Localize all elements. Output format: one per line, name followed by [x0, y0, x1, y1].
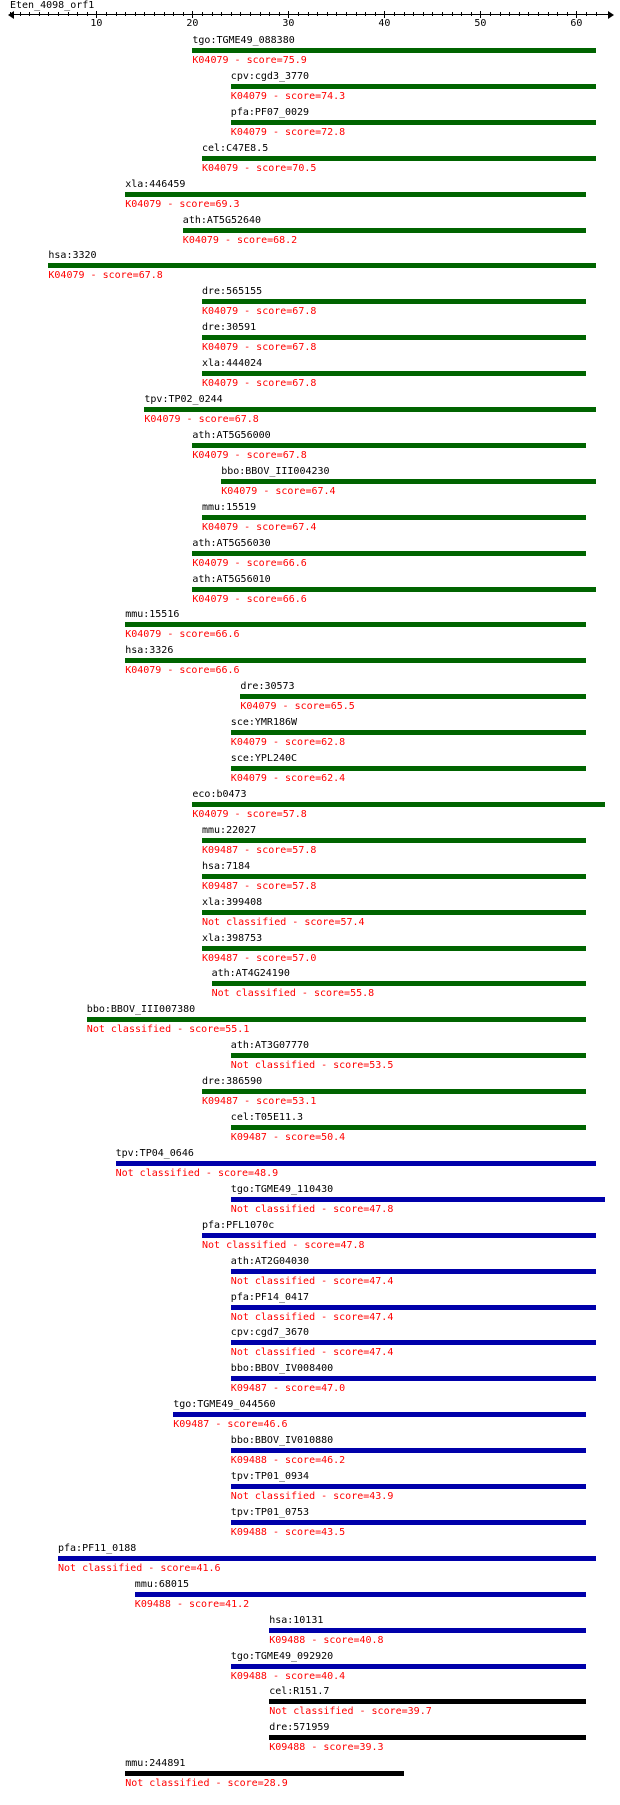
hit-name[interactable]: tgo:TGME49_044560 [173, 1399, 276, 1411]
axis-tick [567, 12, 568, 16]
axis-tick [548, 12, 549, 16]
axis-tick [461, 12, 462, 16]
axis-tick [106, 12, 107, 16]
hit-info: K09488 - score=46.2 [230, 1455, 346, 1467]
hit-name[interactable]: pfa:PF07_0029 [230, 106, 310, 118]
hit-name[interactable]: cel:C47E8.5 [202, 142, 269, 154]
axis-tick [346, 12, 347, 16]
hit-info: K04079 - score=72.8 [230, 126, 346, 138]
axis-tick [452, 12, 453, 16]
hit-bar[interactable] [192, 551, 586, 556]
hit-bar[interactable] [231, 1484, 586, 1489]
hit-info: K04079 - score=74.3 [230, 90, 346, 102]
hit-bar[interactable] [231, 1125, 586, 1130]
axis-tick [423, 12, 424, 16]
axis-tick [557, 12, 558, 16]
diagram-title: Eten_4098_orf1 [10, 0, 95, 11]
axis-tick [442, 12, 443, 16]
hit-name[interactable]: dre:30591 [202, 322, 257, 334]
hit-bar[interactable] [231, 766, 586, 771]
axis-tick [116, 12, 117, 16]
axis-tick [192, 11, 193, 18]
hit-name[interactable]: hsa:3320 [48, 250, 97, 262]
hit-bar[interactable] [202, 946, 586, 951]
hit-bar[interactable] [87, 1017, 586, 1022]
hit-name[interactable]: ath:AT5G52640 [182, 214, 262, 226]
axis-tick [356, 12, 357, 16]
hit-bar[interactable] [58, 1556, 596, 1561]
hit-info: Not classified - score=43.9 [230, 1491, 394, 1502]
hit-info: K04079 - score=66.6 [125, 665, 240, 677]
axis-tick [96, 11, 97, 18]
hit-info: K04079 - score=67.4 [221, 485, 336, 497]
axis-tick [202, 12, 203, 16]
hit-name[interactable]: mmu:244891 [125, 1758, 186, 1770]
hit-info: K04079 - score=69.3 [125, 198, 240, 210]
hit-info: Not classified - score=47.8 [230, 1203, 394, 1215]
axis-tick [48, 12, 49, 16]
hit-bar[interactable] [183, 228, 586, 233]
hit-name[interactable]: tpv:TP01_0934 [230, 1471, 310, 1482]
hit-bar[interactable] [231, 1269, 596, 1274]
hit-info: K09487 - score=53.1 [202, 1096, 317, 1108]
hit-name[interactable]: cpv:cgd7_3670 [230, 1327, 310, 1339]
hit-info: K09488 - score=40.8 [269, 1634, 384, 1646]
hit-name[interactable]: hsa:3326 [125, 645, 174, 657]
hit-info: K04079 - score=66.6 [192, 557, 307, 569]
hit-name[interactable]: bbo:BBOV_III007380 [86, 1004, 196, 1016]
hit-bar[interactable] [231, 1448, 586, 1453]
axis-tick [384, 11, 385, 18]
hit-name[interactable]: ath:AT5G56030 [192, 537, 271, 549]
hit-bar[interactable] [202, 299, 586, 304]
axis-tick [39, 12, 40, 16]
axis-tick [298, 12, 299, 16]
hit-info: K09487 - score=57.8 [202, 844, 317, 856]
hit-name[interactable]: ath:AT2G04030 [230, 1255, 310, 1267]
hit-info: K04079 - score=67.8 [192, 449, 307, 461]
hit-info: K09487 - score=46.6 [173, 1419, 288, 1431]
hit-name[interactable]: tpv:TP01_0753 [230, 1506, 310, 1518]
hit-bar[interactable] [231, 1376, 596, 1381]
hit-name[interactable]: sce:YMR186W [230, 717, 298, 729]
hit-bar[interactable] [231, 1053, 586, 1058]
hit-info: K09488 - score=41.2 [134, 1598, 250, 1610]
hit-bar[interactable] [269, 1735, 586, 1740]
hit-info: K04079 - score=67.8 [202, 342, 317, 354]
axis-tick [336, 12, 337, 16]
hit-bar[interactable] [192, 587, 595, 592]
hit-name[interactable]: dre:30573 [240, 681, 295, 693]
hit-bar[interactable] [192, 48, 595, 53]
axis-tick [528, 12, 529, 16]
hit-info: K04079 - score=67.4 [202, 521, 317, 533]
hit-info: K09487 - score=50.4 [230, 1132, 346, 1143]
hit-info: K04079 - score=75.9 [192, 55, 307, 66]
hit-info: Not classified - score=28.9 [125, 1778, 288, 1790]
hit-name[interactable]: sce:YPL240C [230, 753, 298, 764]
hit-name[interactable]: hsa:7184 [202, 860, 251, 872]
axis-tick [375, 12, 376, 16]
hit-name[interactable]: dre:571959 [269, 1722, 330, 1734]
axis-tick [10, 12, 11, 16]
hit-name[interactable]: ath:AT4G24190 [211, 968, 290, 980]
hit-name[interactable]: cel:R151.7 [269, 1686, 330, 1698]
hit-info: K04079 - score=66.6 [125, 629, 240, 641]
axis-tick [509, 12, 510, 16]
hit-bar[interactable] [231, 730, 586, 735]
hit-name[interactable]: xla:398753 [202, 932, 263, 944]
axis-tick [68, 12, 69, 16]
axis-tick-label: 10 [90, 18, 103, 29]
hit-name[interactable]: eco:b0473 [192, 788, 247, 800]
axis-tick [231, 12, 232, 16]
hit-bar[interactable] [116, 1161, 596, 1166]
hit-name[interactable]: tgo:TGME49_092920 [230, 1650, 334, 1662]
hit-name[interactable]: ath:AT5G56000 [192, 429, 271, 441]
axis-tick [317, 12, 318, 16]
axis-tick [596, 12, 597, 16]
axis-tick [500, 12, 501, 16]
hit-name[interactable]: mmu:15519 [202, 501, 257, 513]
axis-tick [164, 12, 165, 16]
hit-info: Not classified - score=48.9 [115, 1167, 279, 1179]
axis-tick [519, 12, 520, 16]
hit-name[interactable]: ath:AT3G07770 [230, 1040, 310, 1052]
axis-tick [490, 12, 491, 16]
hit-name[interactable]: cpv:cgd3_3770 [230, 70, 310, 82]
hit-bar[interactable] [125, 1771, 403, 1776]
axis-tick [365, 12, 366, 16]
hit-bar[interactable] [125, 192, 586, 197]
hit-info: K04079 - score=67.8 [202, 306, 317, 318]
hit-bar[interactable] [231, 1520, 586, 1525]
hit-bar[interactable] [192, 802, 605, 807]
axis-tick [576, 11, 577, 18]
hit-bar[interactable] [212, 981, 586, 986]
hit-bar[interactable] [144, 407, 595, 412]
hit-bar[interactable] [231, 1197, 605, 1202]
axis-tick [432, 12, 433, 16]
hit-name[interactable]: pfa:PFL1070c [202, 1219, 275, 1231]
hit-bar[interactable] [231, 1340, 596, 1345]
axis-tick [538, 12, 539, 16]
hit-bar[interactable] [125, 622, 586, 627]
axis-line [10, 14, 612, 15]
axis-tick [221, 12, 222, 16]
hit-name[interactable]: bbo:BBOV_IV008400 [230, 1363, 334, 1375]
axis-tick-label: 50 [474, 18, 487, 29]
hit-info: K04079 - score=66.6 [192, 593, 307, 605]
hit-info: K04079 - score=67.8 [144, 414, 259, 425]
hit-info: K04079 - score=62.4 [230, 773, 346, 784]
axis-tick-label: 30 [282, 18, 295, 29]
axis-right-arrow [608, 11, 614, 19]
axis-tick [288, 11, 289, 18]
axis-tick-label: 20 [186, 18, 199, 29]
axis-tick-label: 40 [378, 18, 391, 29]
hit-bar[interactable] [202, 515, 586, 520]
hit-bar[interactable] [269, 1699, 586, 1704]
hit-bar[interactable] [125, 658, 586, 663]
axis-tick [279, 12, 280, 16]
axis-tick [173, 12, 174, 16]
axis-tick [125, 12, 126, 16]
axis-tick [87, 12, 88, 16]
hit-info: K09487 - score=57.0 [202, 952, 317, 964]
axis-tick [250, 12, 251, 16]
hit-name[interactable]: cel:T05E11.3 [230, 1112, 304, 1123]
axis-tick [58, 12, 59, 16]
hit-name[interactable]: xla:399408 [202, 896, 263, 908]
hit-bar[interactable] [231, 84, 596, 89]
hit-name[interactable]: ath:AT5G56010 [192, 573, 271, 585]
hit-name[interactable]: mmu:15516 [125, 609, 180, 621]
hit-name[interactable]: tgo:TGME49_088380 [192, 35, 295, 46]
hit-info: Not classified - score=55.1 [86, 1024, 250, 1036]
hit-info: Not classified - score=55.8 [211, 988, 375, 1000]
axis-tick [480, 11, 481, 18]
hit-name[interactable]: bbo:BBOV_IV010880 [230, 1435, 334, 1447]
axis-tick [240, 12, 241, 16]
hit-info: K09488 - score=39.3 [269, 1742, 384, 1754]
axis-tick [20, 12, 21, 16]
hit-bar[interactable] [202, 1089, 586, 1094]
hit-name[interactable]: pfa:PF11_0188 [58, 1542, 137, 1554]
hit-info: Not classified - score=47.8 [202, 1239, 365, 1251]
axis-tick [77, 12, 78, 16]
hit-bar[interactable] [269, 1628, 586, 1633]
hit-name[interactable]: hsa:10131 [269, 1614, 324, 1626]
axis-tick [144, 12, 145, 16]
hit-info: K04079 - score=67.8 [202, 378, 317, 390]
hit-info: K09487 - score=57.8 [202, 880, 317, 892]
axis-tick [413, 12, 414, 16]
hit-name[interactable]: tpv:TP02_0244 [144, 394, 223, 405]
hit-info: Not classified - score=57.4 [202, 916, 365, 928]
axis-tick-label: 60 [570, 18, 583, 29]
axis-tick [327, 12, 328, 16]
axis-left-arrow [8, 11, 14, 19]
hit-bar[interactable] [231, 1664, 586, 1669]
axis-tick [269, 12, 270, 16]
hit-bar[interactable] [231, 120, 596, 125]
hit-bar[interactable] [202, 1233, 596, 1238]
hit-info: Not classified - score=47.4 [230, 1347, 394, 1359]
hit-info: K09488 - score=43.5 [230, 1526, 346, 1538]
hit-info: Not classified - score=53.5 [230, 1060, 394, 1072]
axis-tick [586, 12, 587, 16]
hit-bar[interactable] [221, 479, 595, 484]
hit-bar[interactable] [231, 1305, 596, 1310]
hit-bar[interactable] [202, 838, 586, 843]
hit-info: Not classified - score=39.7 [269, 1706, 432, 1718]
hit-info: K04079 - score=70.5 [202, 162, 317, 174]
hit-name[interactable]: tgo:TGME49_110430 [230, 1183, 334, 1195]
hit-name[interactable]: xla:446459 [125, 178, 186, 190]
axis-tick [29, 12, 30, 16]
hit-info: K04079 - score=65.5 [240, 701, 355, 713]
hit-info: K09488 - score=40.4 [230, 1670, 346, 1682]
hit-bar[interactable] [48, 263, 595, 268]
hit-info: Not classified - score=47.4 [230, 1275, 394, 1287]
axis-tick [471, 12, 472, 16]
hit-bar[interactable] [202, 156, 596, 161]
hit-bar[interactable] [202, 910, 586, 915]
hit-name[interactable]: bbo:BBOV_III004230 [221, 465, 330, 477]
axis-tick [394, 12, 395, 16]
hit-name[interactable]: dre:565155 [202, 286, 263, 298]
axis-tick [308, 12, 309, 16]
axis-tick [404, 12, 405, 16]
hit-bar[interactable] [240, 694, 586, 699]
hit-info: K04079 - score=68.2 [182, 234, 298, 246]
hit-info: Not classified - score=47.4 [230, 1311, 394, 1323]
hit-info: K04079 - score=57.8 [192, 808, 307, 820]
axis-tick [135, 12, 136, 16]
hit-bar[interactable] [202, 371, 586, 376]
axis-tick [154, 12, 155, 16]
hit-name[interactable]: mmu:22027 [202, 824, 257, 836]
hit-info: Not classified - score=41.6 [58, 1562, 221, 1574]
hit-info: K04079 - score=62.8 [230, 737, 346, 749]
hit-name[interactable]: mmu:68015 [134, 1578, 189, 1590]
hit-name[interactable]: xla:444024 [202, 358, 263, 370]
hit-bar[interactable] [202, 874, 586, 879]
hit-bar[interactable] [192, 443, 586, 448]
hit-info: K04079 - score=67.8 [48, 270, 163, 282]
axis-tick [183, 12, 184, 16]
hit-bar[interactable] [173, 1412, 586, 1417]
hit-name[interactable]: tpv:TP04_0646 [115, 1147, 194, 1159]
hit-name[interactable]: dre:386590 [202, 1076, 263, 1088]
axis-tick [212, 12, 213, 16]
hit-name[interactable]: pfa:PF14_0417 [230, 1291, 310, 1303]
axis-tick [260, 12, 261, 16]
hit-bar[interactable] [135, 1592, 586, 1597]
hit-info: K09487 - score=47.0 [230, 1383, 346, 1395]
hit-bar[interactable] [202, 335, 586, 340]
